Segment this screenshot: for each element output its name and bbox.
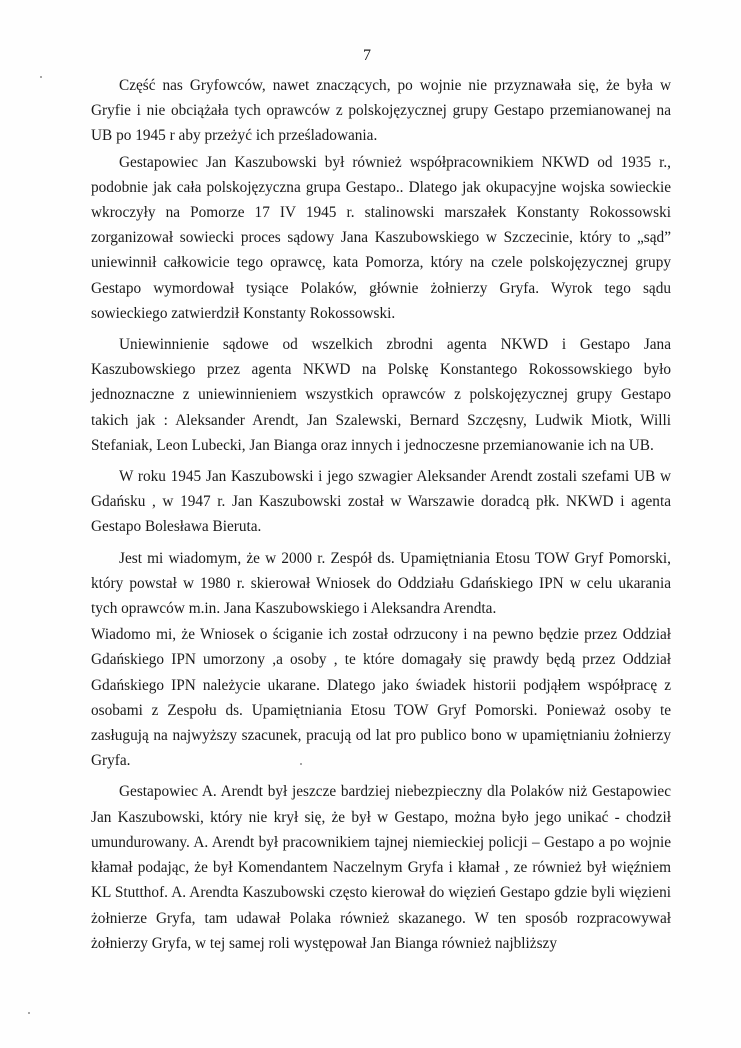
paragraph-2: Gestapowiec Jan Kaszubowski był również współpracownikiem NKWD od 1935 r., podobnie jak cała polskojęzyczna grupa Gestapo.. Dlatego jak okupacyjne wojska sowieckie wkroczyły na Pomorze 17 IV 1945 r. stalinowski marszałek Konstanty Rokossowski zorganizował sowiecki proces sądowy Jana Kaszubowskiego w Szczecinie, który to „sąd” uniewinnił całkowicie tego oprawcę, kata Pomorza, który na czele polskojęzycznej grupy Gestapo wymordował tysiące Polaków, głównie żołnierzy Gryfa. Wyrok tego sądu sowieckiego zatwierdził Konstanty Rokossowski. [91, 153, 671, 322]
document-body [91, 73, 671, 962]
paragraph-3: Uniewinnienie sądowe od wszelkich zbrodni agenta NKWD i Gestapo Jana Kaszubowskiego przez agenta NKWD na Polskę Konstantego Rokossowskiego było jednoznaczne z uniewinnieniem wszystkich oprawców z polskojęzycznej grupy Gestapo takich jak : Aleksander Arendt, Jan Szalewski, Bernard Szczęsny, Ludwik Miotk, Willi Stefaniak, Leon Lubecki, Jan Bianga oraz innych i jednoczesne przemianowanie ich na UB. [91, 336, 671, 454]
page-number: 7 [363, 47, 371, 64]
paragraph-1: Część nas Gryfowców, nawet znaczących, po wojnie nie przyznawała się, że była w Gryfie i nie obciążała tych oprawców z polskojęzycznej grupy Gestapo przemianowanej na UB po 1945 r aby przeżyć ich prześladowania. [91, 77, 671, 145]
scan-speck [300, 763, 302, 765]
paragraph-6: Wiadomo mi, że Wniosek o ściganie ich został odrzucony i na pewno będzie przez Oddział Gdańskiego IPN umorzony ,a osoby , te które domagały się prawdy będą przez Oddział Gdańskiego IPN należycie ukarane. Dlatego jako świadek historii podjąłem współpracę z osobami z Zespołu ds. Upamiętniania Etosu TOW Gryf Pomorski. Ponieważ osoby te zasługują na najwyższy szacunek, pracują od lat pro publico bono w upamiętnianiu żołnierzy Gryfa. [91, 626, 671, 770]
paragraph-5: Jest mi wiadomym, że w 2000 r. Zespół ds. Upamiętniania Etosu TOW Gryf Pomorski, który powstał w 1980 r. skierował Wniosek do Oddziału Gdańskiego IPN w celu ukarania tych oprawców m.in. Jana Kaszubowskiego i Aleksandra Arendta. [91, 549, 671, 618]
paragraph-7: Gestapowiec A. Arendt był jeszcze bardziej niebezpieczny dla Polaków niż Gestapowiec Jan Kaszubowski, który nie krył się, że był w Gestapo, można było jego unikać - chodził umundurowany. A. Arendt był pracownikiem tajnej niemieckiej policji – Gestapo a po wojnie kłamał podając, że był Komendantem Naczelnym Gryfa i kłamał , ze również był więźniem KL Stutthof. A. Arendta Kaszubowski często kierował do więzień Gestapo gdzie byli więzieni żołnierze Gryfa, tam udawał Polaka również skazanego. W ten sposób rozpracowywał żołnierzy Gryfa, w tej samej roli występował Jan Bianga również najbliższy [91, 783, 671, 952]
scan-speck [40, 76, 42, 78]
scan-speck [28, 1012, 30, 1014]
paragraph-4: W roku 1945 Jan Kaszubowski i jego szwagier Aleksander Arendt zostali szefami UB w Gdańsku , w 1947 r. Jan Kaszubowski został w Warszawie doradcą płk. NKWD i agenta Gestapo Bolesława Bieruta. [91, 468, 671, 536]
